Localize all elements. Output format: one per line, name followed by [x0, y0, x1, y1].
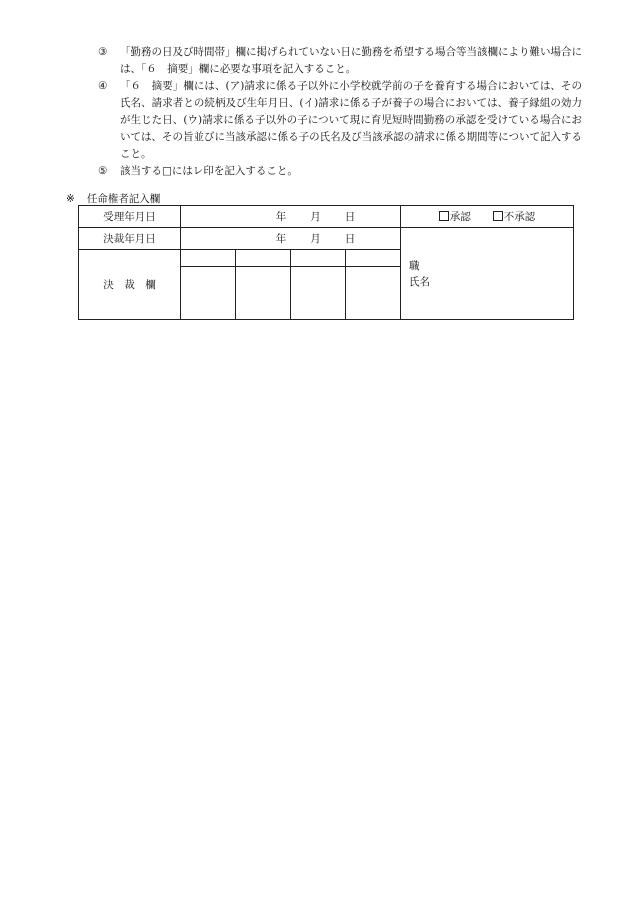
year-label: 年: [275, 233, 287, 245]
note-text: 「６ 摘要」欄には、(ア)請求に係る子以外に小学校就学前の子を養育する場合においては、その氏名、請求者との続柄及び生年月日、(イ)請求に係る子が養子の場合においては、養子縁組の効力が生じた日、(ウ)請求に係る子以外の子について現に育児短時間勤務の承認を受けている場合においては、その旨並びに当該承認に係る子の氏名及び当該承認の請求に係る期間等について記入すること。: [120, 80, 582, 160]
receipt-date-field[interactable]: [181, 206, 401, 228]
approve-option[interactable]: [439, 209, 471, 224]
month-label: 月: [310, 233, 321, 245]
receipt-date-label: 受理年月日: [79, 206, 181, 228]
note-4: [92, 78, 582, 163]
month-label: 月: [310, 211, 321, 223]
approval-stamp-cell[interactable]: [291, 250, 346, 320]
note-number: ④: [98, 80, 108, 92]
disapprove-label: 不承認: [503, 211, 536, 223]
note-5: [92, 163, 582, 180]
day-label: 日: [344, 211, 356, 223]
approval-stamp-cell[interactable]: [236, 250, 291, 320]
note-text: 該当する□にはレ印を記入すること。: [120, 165, 298, 177]
approve-checkbox[interactable]: [439, 211, 449, 221]
approval-column-label: 決 裁 欄: [79, 250, 181, 320]
approval-stamp-cell[interactable]: [181, 250, 236, 320]
decision-date-field[interactable]: [181, 228, 401, 250]
note-text: 「勤務の日及び時間帯」欄に掲げられていない日に勤務を希望する場合等当該欄により難い場合には、「６ 摘要」欄に必要な事項を記入すること。: [120, 46, 582, 75]
officer-field[interactable]: [401, 228, 574, 320]
disapprove-option[interactable]: [493, 209, 536, 224]
year-label: 年: [275, 211, 287, 223]
approval-stamp-cell[interactable]: [346, 250, 401, 320]
section-title-text: 任命権者記入欄: [86, 193, 161, 205]
note-3: [92, 44, 582, 78]
note-number: ③: [98, 46, 108, 58]
reference-mark: ※: [66, 193, 75, 205]
approve-label: 承認: [449, 211, 471, 223]
note-number: ⑤: [98, 165, 108, 177]
name-label: 氏名: [409, 276, 430, 288]
approval-checkboxes: [401, 206, 574, 228]
disapprove-checkbox[interactable]: [493, 211, 503, 221]
appointer-entry-table: [78, 205, 574, 320]
day-label: 日: [344, 233, 356, 245]
section-title: [66, 192, 160, 206]
position-label: 職: [409, 260, 420, 272]
decision-date-label: 決裁年月日: [79, 228, 181, 250]
instruction-notes: [92, 44, 582, 180]
